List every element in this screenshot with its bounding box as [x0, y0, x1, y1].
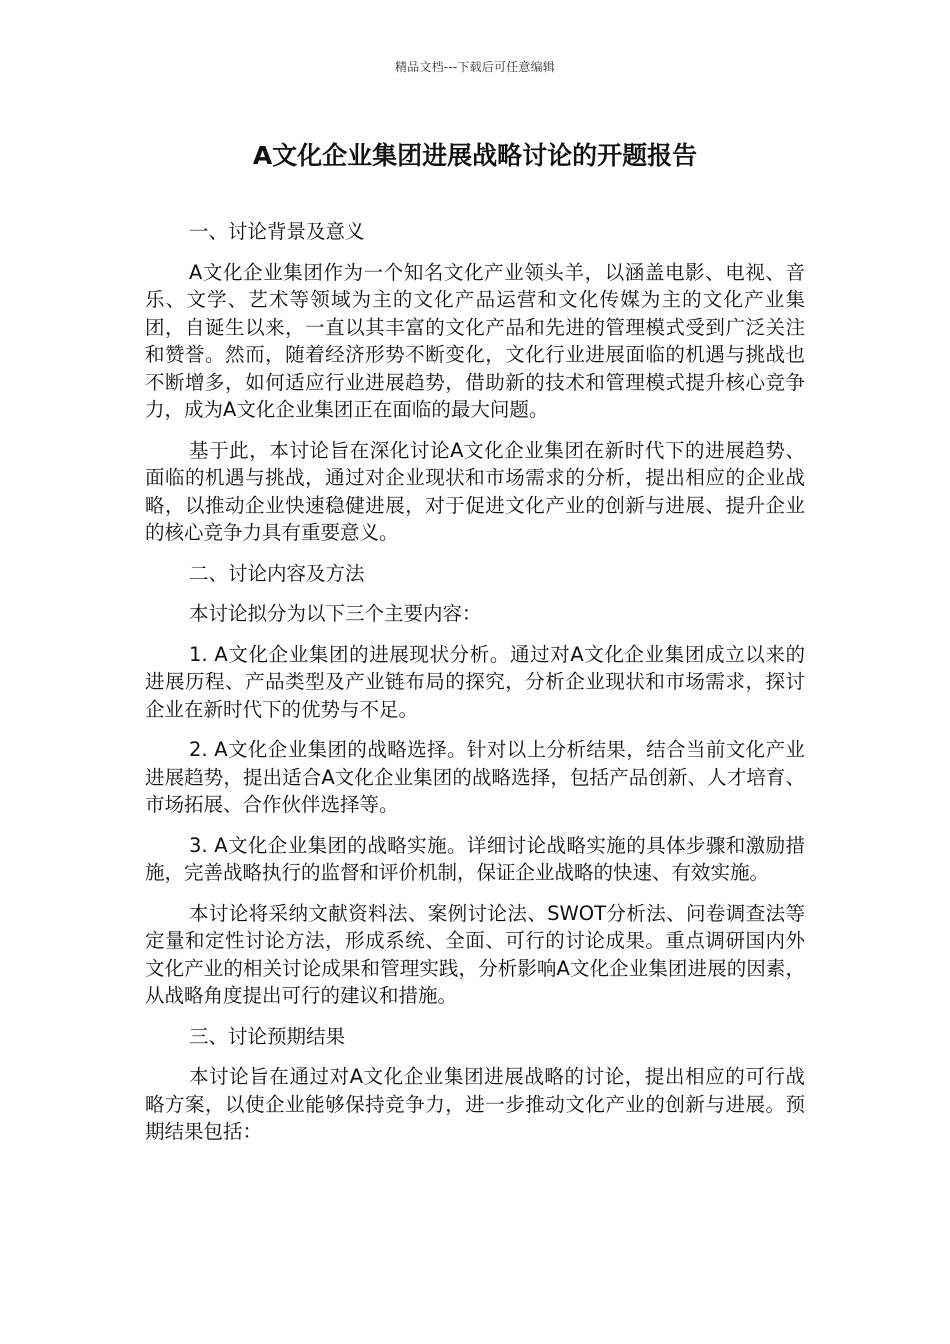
document-title: A文化企业集团进展战略讨论的开题报告: [252, 141, 698, 170]
header-note: 精品文档---下载后可任意编辑: [395, 60, 555, 74]
section-heading: 二、讨论内容及方法: [189, 561, 365, 585]
list-item: 2. A文化企业集团的战略选择。针对以上分析结果，结合当前文化产业进展趋势，提出适合A文化企业集团的战略选择，包括产品创新、人才培育、市场拓展、合作伙伴选择等。: [145, 738, 805, 816]
document-body: [145, 218, 805, 1159]
paragraph: 本讨论拟分为以下三个主要内容：: [189, 602, 482, 625]
paragraph: 基于此，本讨论旨在深化讨论A文化企业集团在新时代下的进展趋势、面临的机遇与挑战，通过对企业现状和市场需求的分析，提出相应的企业战略，以推动企业快速稳健进展，对于促进文化产业的创新与进展、提升企业的核心竞争力具有重要意义。: [145, 438, 805, 544]
paragraph: 本讨论旨在通过对A文化企业集团进展战略的讨论，提出相应的可行战略方案，以使企业能够保持竞争力，进一步推动文化产业的创新与进展。预期结果包括：: [145, 1065, 805, 1143]
paragraph: A文化企业集团作为一个知名文化产业领头羊，以涵盖电影、电视、音乐、文学、艺术等领域为主的文化产品运营和文化传媒为主的文化产业集团，自诞生以来，一直以其丰富的文化产品和先进的管理模式受到广泛关注和赞誉。然而，随着经济形势不断变化，文化行业进展面临的机遇与挑战也不断增多，如何适应行业进展趋势，借助新的技术和管理模式提升核心竞争力，成为A文化企业集团正在面临的最大问题。: [145, 260, 805, 421]
list-item: 1. A文化企业集团的进展现状分析。通过对A文化企业集团成立以来的进展历程、产品类型及产业链布局的探究，分析企业现状和市场需求，探讨企业在新时代下的优势与不足。: [145, 642, 805, 721]
list-item: 3. A文化企业集团的战略实施。详细讨论战略实施的具体步骤和激励措施，完善战略执行的监督和评价机制，保证企业战略的快速、有效实施。: [145, 833, 805, 884]
section-heading: 一、讨论背景及意义: [189, 220, 365, 243]
section-heading: 三、讨论预期结果: [189, 1024, 346, 1048]
paragraph: 本讨论将采纳文献资料法、案例讨论法、SWOT分析法、问卷调查法等定量和定性讨论方法，形成系统、全面、可行的讨论成果。重点调研国内外文化产业的相关讨论成果和管理实践，分析影响A文化企业集团进展的因素，从战略角度提出可行的建议和措施。: [145, 901, 805, 1007]
